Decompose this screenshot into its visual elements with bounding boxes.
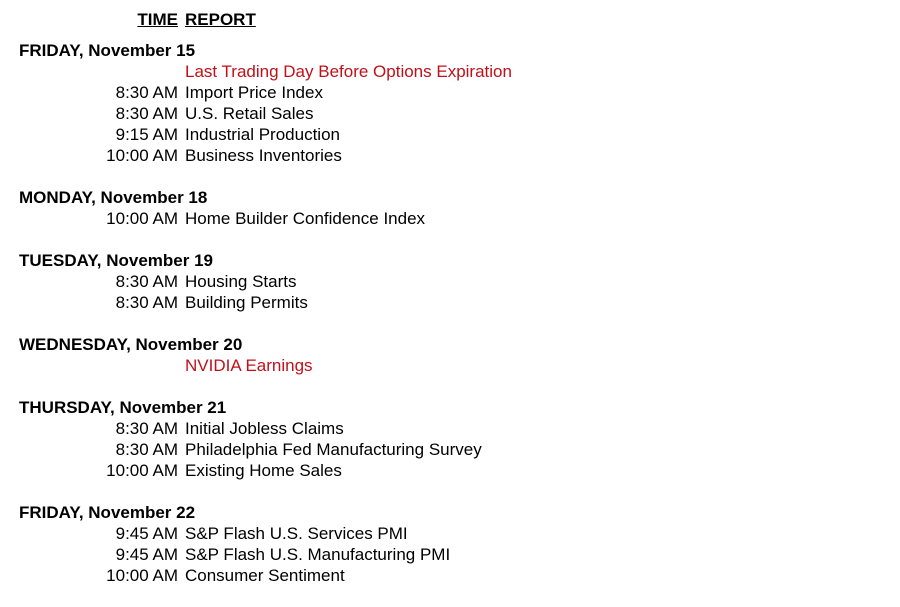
event-name: NVIDIA Earnings: [185, 356, 313, 375]
report-time: 10:00 AM: [106, 461, 178, 480]
day-title: MONDAY, November 18: [19, 188, 208, 207]
report-time: 10:00 AM: [106, 146, 178, 165]
time-column-header: TIME: [137, 10, 178, 29]
report-time: 8:30 AM: [115, 104, 178, 123]
report-name: Housing Starts: [185, 272, 297, 291]
report-time: 9:45 AM: [115, 545, 178, 564]
report-name: Home Builder Confidence Index: [185, 209, 426, 228]
report-time: 8:30 AM: [115, 440, 178, 459]
report-name: U.S. Retail Sales: [185, 104, 314, 123]
report-row: [0, 271, 900, 292]
report-name: S&P Flash U.S. Services PMI: [185, 524, 408, 543]
event-name: Last Trading Day Before Options Expiration: [185, 62, 512, 81]
report-row: [0, 292, 900, 313]
report-name: Philadelphia Fed Manufacturing Survey: [185, 440, 482, 459]
report-row: [0, 565, 900, 586]
day-group: [0, 397, 900, 481]
report-time: 9:15 AM: [115, 125, 178, 144]
report-time: 9:45 AM: [115, 524, 178, 543]
report-name: Consumer Sentiment: [185, 566, 345, 585]
day-group: [0, 40, 900, 166]
report-time: 8:30 AM: [115, 272, 178, 291]
day-group: [0, 187, 900, 229]
report-time: 10:00 AM: [106, 566, 178, 585]
report-row: [0, 523, 900, 544]
event-row: [0, 61, 900, 82]
report-name: S&P Flash U.S. Manufacturing PMI: [185, 545, 451, 564]
event-row: [0, 355, 900, 376]
report-name: Industrial Production: [185, 125, 340, 144]
report-name: Building Permits: [185, 293, 308, 312]
report-name: Existing Home Sales: [185, 461, 342, 480]
report-row: [0, 460, 900, 481]
day-title: TUESDAY, November 19: [19, 251, 214, 270]
report-row: [0, 145, 900, 166]
report-name: Import Price Index: [185, 83, 323, 102]
report-column-header: REPORT: [185, 10, 256, 29]
report-time: 8:30 AM: [115, 83, 178, 102]
day-group: [0, 502, 900, 586]
report-row: [0, 418, 900, 439]
day-title: FRIDAY, November 22: [19, 503, 196, 522]
report-row: [0, 103, 900, 124]
day-title: THURSDAY, November 21: [19, 398, 227, 417]
report-row: [0, 544, 900, 565]
column-header: [0, 9, 900, 30]
report-row: [0, 208, 900, 229]
day-title: FRIDAY, November 15: [19, 41, 196, 60]
day-group: [0, 334, 900, 376]
schedule-list: [0, 40, 900, 607]
report-name: Business Inventories: [185, 146, 342, 165]
report-time: 10:00 AM: [106, 209, 178, 228]
report-row: [0, 439, 900, 460]
report-row: [0, 82, 900, 103]
day-group: [0, 250, 900, 313]
day-title: WEDNESDAY, November 20: [19, 335, 243, 354]
report-time: 8:30 AM: [115, 419, 178, 438]
report-time: 8:30 AM: [115, 293, 178, 312]
report-row: [0, 124, 900, 145]
report-name: Initial Jobless Claims: [185, 419, 344, 438]
